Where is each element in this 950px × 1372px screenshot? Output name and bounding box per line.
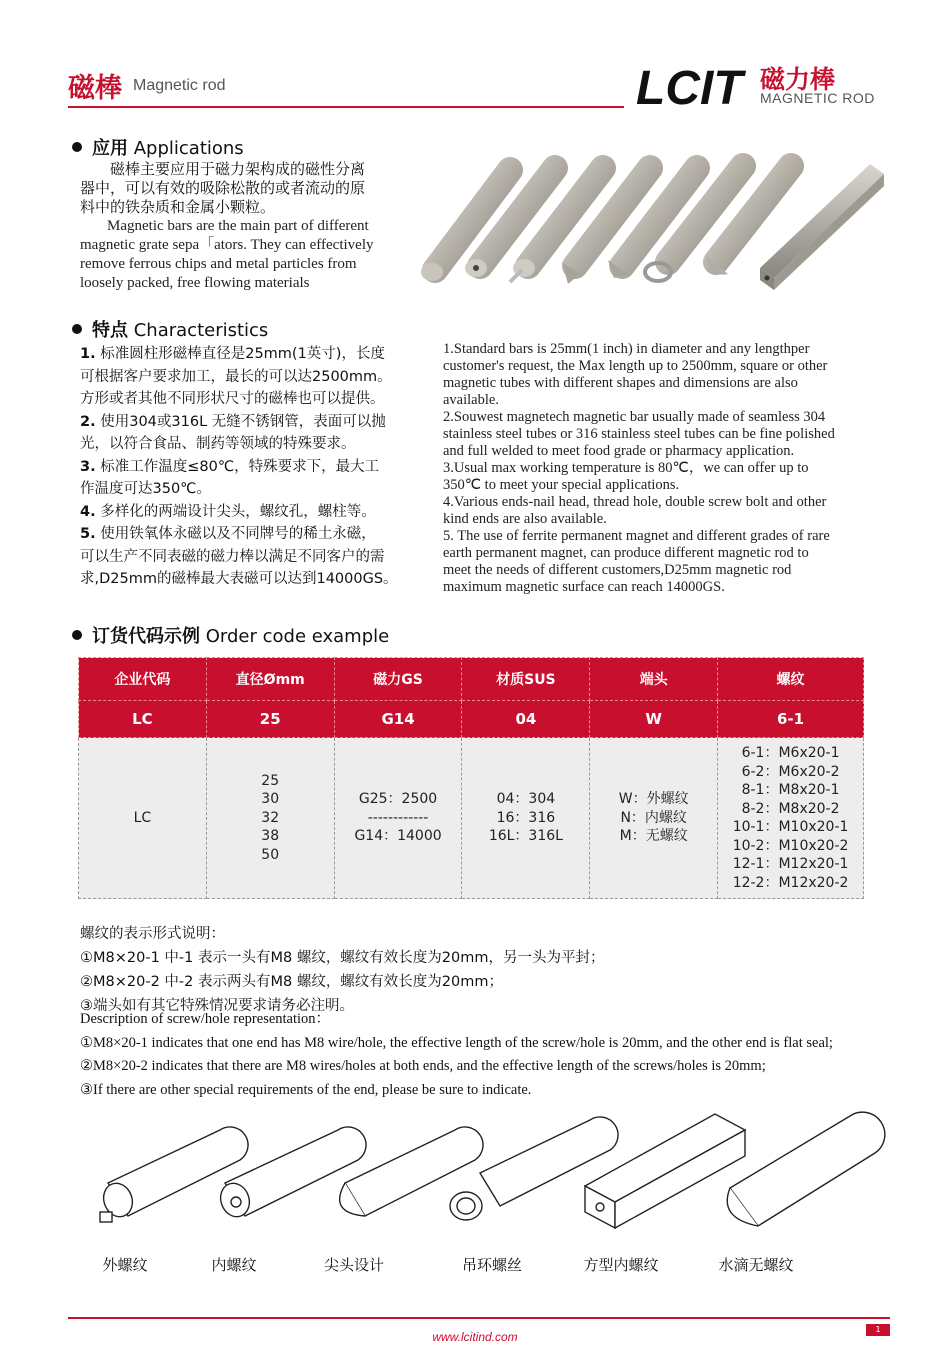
- table-cell: 25: [206, 701, 334, 738]
- footer-divider: [68, 1317, 890, 1319]
- table-cell: 25 30 32 38 50: [206, 738, 334, 899]
- diagram-label: 方型内螺纹: [583, 1256, 659, 1274]
- diagram-label: 内螺纹: [211, 1256, 257, 1274]
- section-applications: 应用 Applications: [72, 134, 244, 160]
- diagram-label: 水滴无螺纹: [718, 1256, 794, 1274]
- table-cell: G14: [334, 701, 462, 738]
- end-types-diagram: [90, 1108, 890, 1248]
- logo-en: MAGNETIC ROD: [760, 90, 875, 106]
- lcit-logo: [634, 60, 754, 110]
- table-cell: LC: [79, 738, 207, 899]
- applications-cn: 磁棒主要应用于磁力架构成的磁性分离 器中，可以有效的吸除松散的或者流动的原 料中的铁杂质和金属小颗粒。: [80, 160, 366, 216]
- diagram-label: 外螺纹: [102, 1256, 148, 1274]
- applications-en: Magnetic bars are the main part of different magnetic grate sepa「ators. They can effectively remove ferrous chips and metal particles from loosely packed, free flowing materials: [80, 218, 374, 291]
- table-header-cell: 材质SUS: [462, 658, 590, 701]
- table-options-row: [79, 738, 864, 899]
- diagram-label: 吊环螺丝: [461, 1256, 522, 1274]
- page-title-en: Magnetic rod: [133, 77, 226, 94]
- bullet-icon: [72, 142, 82, 152]
- table-cell: G25：2500 ------------ G14：14000: [334, 738, 462, 899]
- notes-en: Description of screw/hole representation： ①M8×20-1 indicates that one end has M8 wire/hole, the effective length of the screw/hole is 20mm, and the other end is flat seal; ②M8×20-2 indicates that there are M8 wires/holes at both ends, and the effective length of the screws/holes is 20mm; ③If there are other special requirements of the end, please be sure to indicate.: [80, 1011, 833, 1098]
- rods-photo: [410, 150, 890, 300]
- table-header-row: [79, 658, 864, 701]
- logo-text: LCIT: [636, 62, 743, 110]
- notes-cn: 螺纹的表示形式说明： ①M8×20-1 中-1 表示一头有M8 螺纹，螺纹有效长度为20mm，另一头为平封； ②M8×20-2 中-2 表示两头有M8 螺纹，螺纹有效长度为20mm； ③端头如有其它特殊情况要求请务必注明。: [80, 926, 605, 1014]
- page-number: 1: [866, 1324, 890, 1336]
- footer-url[interactable]: www.lcitind.com: [432, 1330, 518, 1344]
- header-divider: [68, 106, 624, 108]
- logo-cn: 磁力棒: [760, 65, 836, 94]
- page-title-cn: 磁棒: [68, 73, 122, 104]
- characteristics-cn: 1. 标准圆柱形磁棒直径是25mm(1英寸)，长度 可根据客户要求加工，最长的可以达2500mm。 方形或者其他不同形状尺寸的磁棒也可以提供。 2. 使用304或316L 无缝不锈钢管，表面可以抛 光，以符合食品、制药等领域的特殊要求。 3. 标准工作温度≤80℃，特殊要求下，最大工 作温度可达350℃。 4. 多样化的两端设计尖头，螺纹孔，螺柱等。 5. 使用铁氧体永磁以及不同牌号的稀土永磁， 可以生产不同表磁的磁力棒以满足不同客户的需 求,D25mm的磁棒最大表磁可以达到14000GS。: [80, 346, 398, 587]
- table-cell: W: [590, 701, 718, 738]
- table-cell: 04: [462, 701, 590, 738]
- table-cell: 6-1：M6x20-1 6-2：M6x20-2 8-1：M8x20-1 8-2：M8x20-2 10-1：M10x20-1 10-2：M10x20-2 12-1：M12x20-1 12-2：M12x20-2: [718, 738, 864, 899]
- teardrop-end-drawing: [727, 1112, 885, 1226]
- section-characteristics: 特点 Characteristics: [72, 316, 268, 342]
- order-code-table: [78, 657, 864, 899]
- bullet-icon: [72, 324, 82, 334]
- diagram-label: 尖头设计: [323, 1256, 384, 1274]
- table-header-cell: 企业代码: [79, 658, 207, 701]
- table-example-row: [79, 701, 864, 738]
- characteristics-en: 1.Standard bars is 25mm(1 inch) in diameter and any lengthper customer's request, the Max length up to 2500mm, square or other magnetic tubes with different shapes and dimensions are also available. 2.Souwest magnetech magnetic bar usually made of seamless 304 stainless steel tubes or 316 stainless steel tubes can be fine polished and full welded to meet food grade or pharmacy application. 3.Usual max working temperature is 80℃，we can offer up to 350℃ to meet your special applications. 4.Various ends-nail head, thread hole, double screw bolt and other kind ends are also available. 5. The use of ferrite permanent magnet and different grades of rare earth permanent magnet, can produce different magnetic rod to meet the needs of different customers,D25mm magnetic rod maximum magnetic surface can reach 14000GS.: [443, 341, 835, 595]
- table-header-cell: 磁力GS: [334, 658, 462, 701]
- table-cell: W：外螺纹 N：内螺纹 M：无螺纹: [590, 738, 718, 899]
- table-header-cell: 端头: [590, 658, 718, 701]
- table-header-cell: 直径Ømm: [206, 658, 334, 701]
- table-cell: 6-1: [718, 701, 864, 738]
- table-cell: LC: [79, 701, 207, 738]
- table-header-cell: 螺纹: [718, 658, 864, 701]
- section-order-code: 订货代码示例 Order code example: [72, 622, 389, 648]
- bullet-icon: [72, 630, 82, 640]
- table-cell: 04：304 16：316 16L：316L: [462, 738, 590, 899]
